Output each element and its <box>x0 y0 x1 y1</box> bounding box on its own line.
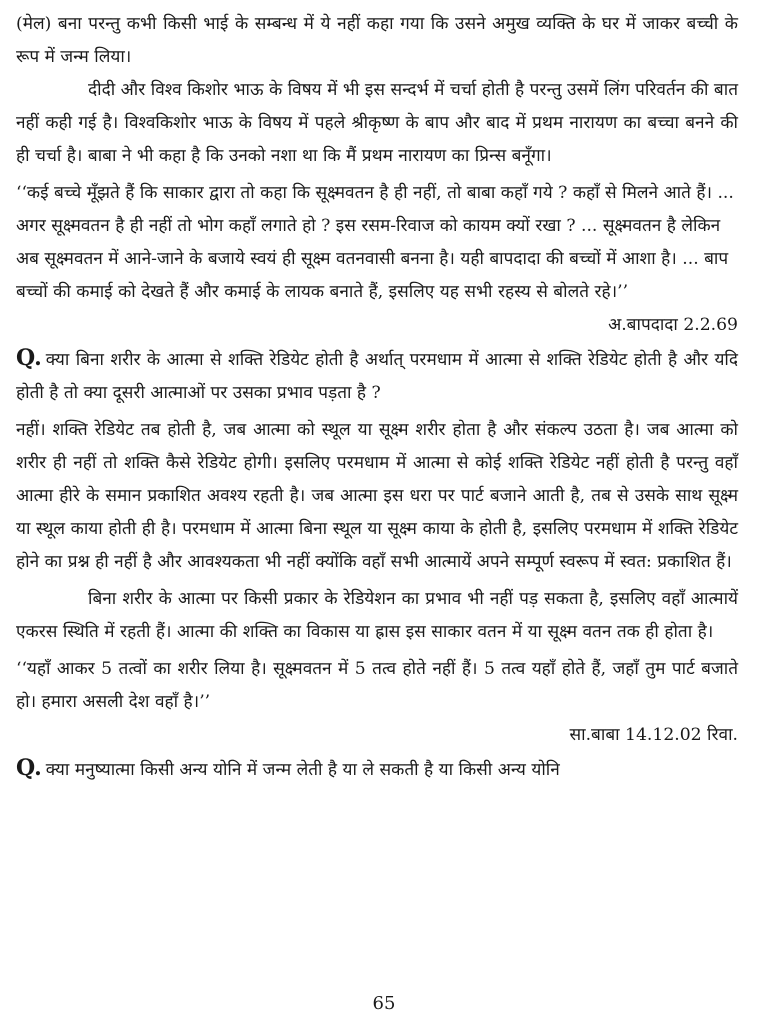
question-marker-2: Q. <box>16 755 42 781</box>
quote-block-1 <box>16 177 738 342</box>
quote-2: ‘‘यहाँ आकर 5 तत्वों का शरीर लिया है। सूक्ष्मवतन में 5 तत्व होते नहीं हैं। 5 तत्व यहाँ होते हैं, जहाँ तुम पार्ट बजाते हो। हमारा असली देश वहाँ है।’’ <box>16 659 738 712</box>
reference-1: अ.बापदादा 2.2.69 <box>608 315 738 335</box>
question-2-text: क्या मनुष्यात्मा किसी अन्य योनि में जन्म लेती है या ले सकती है या किसी अन्य योनि <box>45 760 560 780</box>
question-1 <box>16 342 738 410</box>
question-2 <box>16 752 738 787</box>
question-1-text: क्या बिना शरीर के आत्मा से शक्ति रेडियेट होती है अर्थात् परमधाम में आत्मा से शक्ति रेडियेट होती है और यदि होती है तो क्या दूसरी आत्माओं पर उसका प्रभाव पड़ता है ? <box>16 350 738 403</box>
answer-paragraph-2: बिना शरीर के आत्मा पर किसी प्रकार के रेडियेशन का प्रभाव भी नहीं पड़ सकता है, इसलिए वहाँ आत्मायें एकरस स्थिति में रहती हैं। आत्मा की शक्ति का विकास या ह्रास इस साकार वतन में या सूक्ष्म वतन तक ही होता है। <box>16 589 738 642</box>
paragraph-1: (मेल) बना परन्तु कभी किसी भाई के सम्बन्ध में ये नहीं कहा गया कि उसने अमुख व्यक्ति के घर में जाकर बच्ची के रूप में जन्म लिया। <box>16 14 738 67</box>
answer-paragraph-1: नहीं। शक्ति रेडियेट तब होती है, जब आत्मा को स्थूल या सूक्ष्म शरीर होता है और संकल्प उठता है। जब आत्मा को शरीर ही नहीं तो शक्ति कैसे रेडियेट होगी। इसलिए परमधाम में आत्मा से कोई शक्ति रेडियेट नहीं होती है परन्तु वहाँ आत्मा हीरे के समान प्रकाशित अवश्य रहती है। जब आत्मा इस धरा पर पार्ट बजाने आती है, तब से उसके साथ सूक्ष्म या स्थूल काया होती ही है। परमधाम में आत्मा बिना स्थूल या सूक्ष्म काया के होती है, इसलिए परमधाम में शक्ति रेडियेट होने का प्रश्न ही नहीं है और आवश्यकता भी नहीं क्योंकि वहाँ सभी आत्मायें अपने सम्पूर्ण स्वरूप में स्वत: प्रकाशित हैं। <box>16 420 738 572</box>
reference-2-row <box>16 719 738 752</box>
question-marker-1: Q. <box>16 345 42 371</box>
reference-2: सा.बाबा 14.12.02 रिवा. <box>569 725 738 745</box>
quote-1: ‘‘कई बच्चे मूँझते हैं कि साकार द्वारा तो कहा कि सूक्ष्मवतन है ही नहीं, तो बाबा कहाँ गये ? कहाँ से मिलने आते हैं। ... अगर सूक्ष्मवतन है ही नहीं तो भोग कहाँ लगाते हो ? इस रसम-रिवाज को कायम क्यों रखा ? ... सूक्ष्मवतन है लेकिन अब सूक्ष्मवतन में आने-जाने के बजाये स्वयं ही सूक्ष्म वतनवासी बनना है। यही बापदादा की बच्चों में आशा है। ... बाप बच्चों की कमाई को देखते हैं और कमाई के लायक बनाते हैं, इसलिए यह सभी रहस्य से बोलते रहे।’’ <box>16 183 734 302</box>
page-number: 65 <box>372 993 396 1014</box>
paragraph-2: दीदी और विश्व किशोर भाऊ के विषय में भी इस सन्दर्भ में चर्चा होती है परन्तु उसमें लिंग परिवर्तन की बात नहीं कही गई है। विश्वकिशोर भाऊ के विषय में पहले श्रीकृष्ण के बाप और बाद में प्रथम नारायण का बच्चा बनने की ही चर्चा है। बाबा ने भी कहा है कि उनको नशा था कि मैं प्रथम नारायण का प्रिन्स बनूँगा। <box>16 80 738 166</box>
